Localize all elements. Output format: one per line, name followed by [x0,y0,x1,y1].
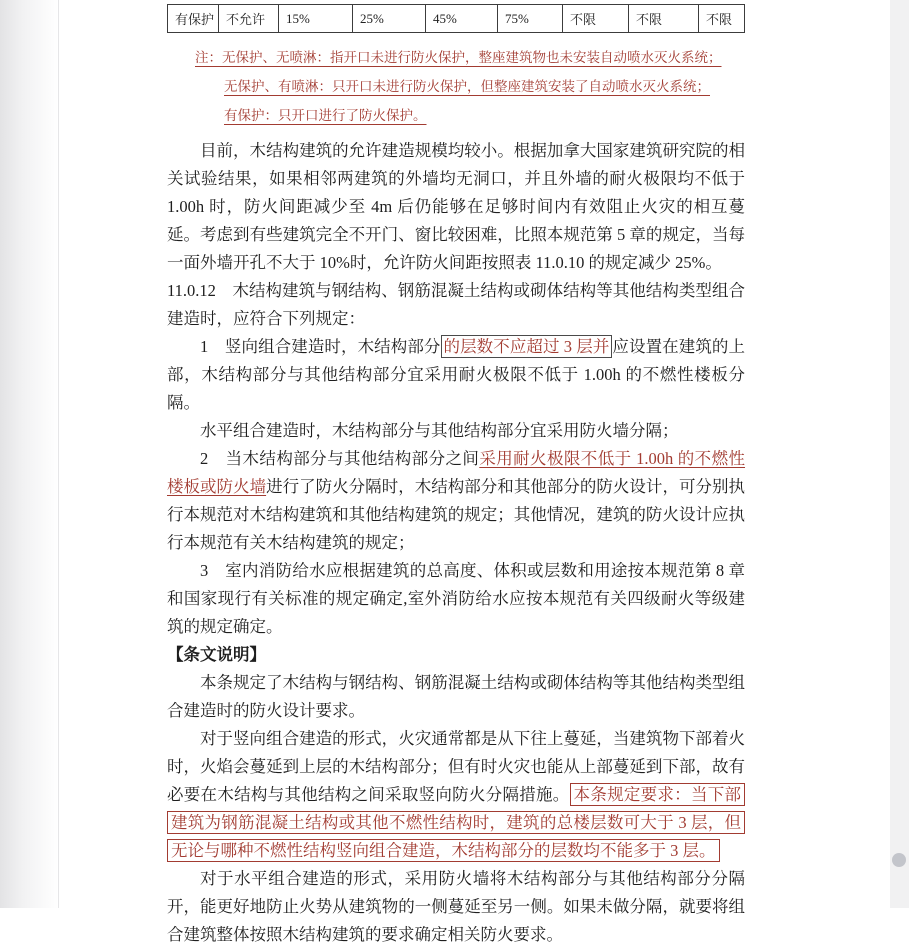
note-line: 有保护：只开口进行了防火保护。 [224,108,427,123]
table-notes [167,43,745,130]
table-row [168,5,745,33]
paragraph [167,865,745,949]
table-cell: 不限 [699,5,745,33]
scroll-indicator[interactable] [892,853,906,867]
red-underlined-text: 采用耐火极限不低于 1.00h 的不燃性楼板或防火墙 [167,449,746,496]
table-cell: 15% [279,5,353,33]
table-cell: 不限 [629,5,699,33]
red-text-red-box: 本条规定要求：当下部建筑为钢筋混凝土结构或其他不燃性结构时，建筑的总楼层数可大于 3 层，但无论与哪种不燃性结构竖向组合建造，木结构部分的层数均不能多于 3 层。 [167,783,745,862]
note-line: 无保护、有喷淋：只开口未进行防火保护，但整座建筑安装了自动喷水灭火系统； [224,79,710,94]
text-segment: 目前，木结构建筑的允许建造规模均较小。根据加拿大国家建筑研究院的相关试验结果，如果相邻两建筑的外墙均无洞口，并且外墙的耐火极限均不低于 1.00h 时，防火间距减少至 4m 后仍能够在足够时间内有效阻止火灾的相互蔓延。考虑到有些建筑完全不开门、窗比较困难，比照本规范第 5 章的规定，当每一面外墙开孔不大于 10%时，允许防火间距按照表 11.0.10 的规定减少 25%。 [167,141,745,272]
text-segment: 应设置在建筑的上部，木结构部分与其他结构部分宜采用耐火极限不低于 1.00h 的不燃性楼板分隔。 [167,337,746,412]
paragraph [167,445,745,557]
paragraph [167,277,745,333]
text-segment: 2 当木结构部分与其他结构部分之间 [200,449,480,468]
fire-protection-table [167,4,745,33]
table-cell: 不允许 [219,5,279,33]
table-cell: 不限 [563,5,629,33]
text-segment: 对于水平组合建造的形式，采用防火墙将木结构部分与其他结构部分分隔开，能更好地防止火势从建筑物的一侧蔓延至另一侧。如果未做分隔，就要将组合建筑整体按照木结构建筑的要求确定相关防火要求。 [167,869,745,944]
paragraph [167,333,745,417]
text-segment: 本条规定了木结构与钢结构、钢筋混凝土结构或砌体结构等其他结构类型组合建造时的防火设计要求。 [167,673,745,720]
paragraph [167,417,745,445]
document-content [167,0,745,949]
table-cell: 45% [426,5,498,33]
paragraph [167,725,745,865]
table-cell: 25% [353,5,426,33]
table-cell: 有保护 [168,5,219,33]
document-body [167,137,745,949]
text-segment: 水平组合建造时，木结构部分与其他结构部分宜采用防火墙分隔； [200,421,679,440]
paragraph [167,641,745,669]
paragraph [167,669,745,725]
text-segment: 1 竖向组合建造时，木结构部分 [200,337,441,356]
text-segment: 3 室内消防给水应根据建筑的总高度、体积或层数和用途按本规范第 8 章和国家现行有关标准的规定确定,室外消防给水应按本规范有关四级耐火等级建筑的规定确定。 [167,561,745,636]
page-edge-shadow [0,0,59,908]
red-text-gray-box: 的层数不应超过 3 层并 [441,335,613,358]
bold-heading: 【条文说明】 [167,645,266,664]
text-segment: 进行了防火分隔时，木结构部分和其他部分的防火设计，可分别执行本规范对木结构建筑和其他结构建筑的规定；其他情况，建筑的防火设计应执行本规范有关木结构建筑的规定； [167,477,746,552]
note-line: 注：无保护、无喷淋：指开口未进行防火保护，整座建筑物也未安装自动喷水灭火系统； [195,50,722,65]
paragraph [167,557,745,641]
table-cell: 75% [498,5,563,33]
right-gutter [890,0,909,908]
text-segment: 对于竖向组合建造的形式，火灾通常都是从下往上蔓延，当建筑物下部着火时，火焰会蔓延到上层的木结构部分；但有时火灾也能从上部蔓延到下部，故有必要在木结构与其他结构之间采取竖向防火分隔措施。 [167,729,745,804]
text-segment: 11.0.12 木结构建筑与钢结构、钢筋混凝土结构或砌体结构等其他结构类型组合建造时，应符合下列规定： [167,281,745,328]
paragraph [167,137,745,277]
